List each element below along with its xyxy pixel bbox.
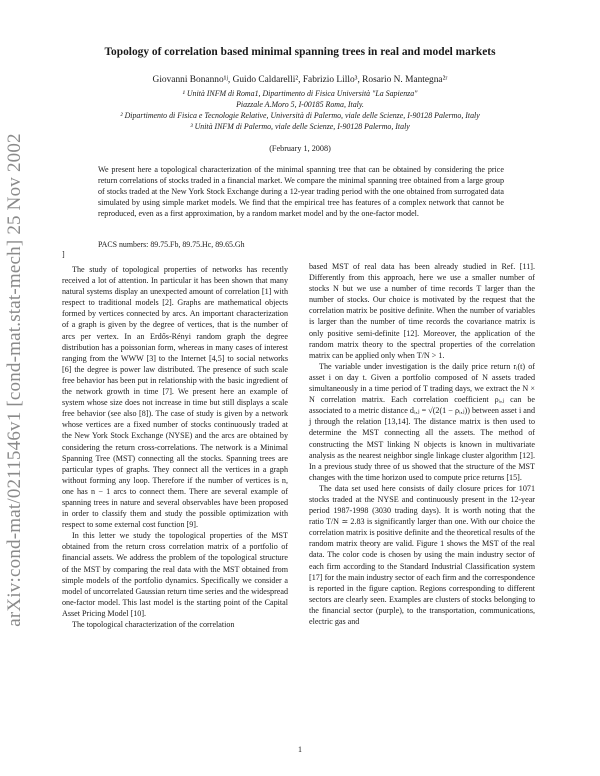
affiliation-1-address: Piazzale A.Moro 5, I-00185 Roma, Italy. <box>236 100 364 109</box>
affiliation-1: ¹ Unità INFM di Roma1, Dipartimento di Fisica Università "La Sapienza" <box>182 89 418 98</box>
paragraph: The data set used here consists of daily closure prices for 1071 stocks traded at the NYSE and continuously present in the 12-year period 1987-1998 (3030 trading days). It is worth noting that the ratio T/N ≃ 2.83 is significantly larger than one. With our choice the correlation matrix is positive definite and the theoretical results of the random matrix theory are valid. Figure 1 shows the MST of the real data. The color code is chosen by using the main industry sector of each firm according to the Standard Industrial Classification system [17] for the main industry sector of each firm and the correspondence is reported in the figure caption. Regions corresponding to different sectors are clearly seen. Examples are clusters of stocks belonging to the financial sector (purple), to the transportation, communications, electric gas and <box>309 483 535 626</box>
author-list: Giovanni Bonanno¹ʲ, Guido Caldarelli², Fabrizio Lillo³, Rosario N. Mantegna²ʳ <box>152 75 448 85</box>
abstract: We present here a topological characterization of the minimal spanning tree that can be obtained by considering the price return correlations of stocks traded in a financial market. We compare the minimal spanning tree obtained from a large group of stocks traded at the New York Stock Exchange during a 12-year trading period with the one obtained from surrogated data simulated by using simple market models. We find that the empirical tree has features of a complex network that cannot be reproduced, even as a first approximation, by a random market model and by the one-factor model. <box>98 165 504 219</box>
bracket-mark: ] <box>62 250 65 259</box>
arxiv-stamp <box>2 100 28 660</box>
paper-title: Topology of correlation based minimal spanning trees in real and model markets <box>104 46 496 58</box>
page-number: 1 <box>298 745 302 754</box>
left-column <box>62 264 288 630</box>
pacs-numbers: PACS numbers: 89.75.Fb, 89.75.Hc, 89.65.Gh <box>98 240 245 249</box>
paragraph: In this letter we study the topological properties of the MST obtained from the return cross correlation matrix of a portfolio of financial assets. We address the problem of the topological structure of the MST by comparing the real data with the MST obtained from simple models of the portfolio dynamics. Specifically we consider a model of uncorrelated Gaussian return time series and the widespread one-factor model. This last model is the starting point of the Capital Asset Pricing Model [10]. <box>62 531 288 618</box>
arxiv-stamp-text: arXiv:cond-mat/0211546v1 [cond-mat.stat-mech] 25 Nov 2002 <box>4 133 25 627</box>
right-column <box>309 261 535 627</box>
paper-date: (February 1, 2008) <box>269 144 331 153</box>
paragraph: based MST of real data has been already studied in Ref. [11]. Differently from this approach, here we use a smaller number of stocks N but we use a number of time records T larger than the number of stocks. Our choice is motivated by the request that the correlation matrix be positive definite. When the number of variables is larger than the number of time records the covariance matrix is only positive semi-definite [12]. Moreover, the application of the random matrix theory to the spectral properties of the correlation matrix can be applied only when T/N > 1. <box>309 262 535 360</box>
affiliation-2: ² Dipartimento di Fisica e Tecnologie Relative, Università di Palermo, viale delle Scienze, I-90128 Palermo, Italy <box>120 111 480 120</box>
paragraph: The variable under investigation is the daily price return rᵢ(t) of asset i on day t. Given a portfolio composed of N assets traded simultaneously in a time period of T trading days, we extract the N × N correlation matrix. Each correlation coefficient ρᵢ,ⱼ can be associated to a metric distance dᵢ,ⱼ = √(2(1 − ρᵢ,ⱼ)) between asset i and j through the relation [13,14]. The distance matrix is then used to determine the MST connecting all the assets. The method of constructing the MST linking N objects is known in multivariate analysis as the nearest neighbor single linkage cluster algorithm [12]. In a previous study three of us showed that the structure of the MST changes with the time horizon used to compute price returns [15]. <box>309 361 535 482</box>
paragraph: The study of topological properties of networks has recently received a lot of attention. In particular it has been shown that many natural systems display an unexpected amount of correlation [1] with respect to traditional models [2]. Graphs are mathematical objects formed by vertices connected by arcs. An important characterization of a graph is given by the degree of vertices, that is the number of arcs per vertex. In an Erdős-Rényi random graph the degree distribution has a poissonian form, whereas in many cases of interest ranging from the WWW [3] to the Internet [4,5] to social networks [6] the degree is power law distributed. The presence of such scale free behavior has been put in relationship with the basic ingredient of the network growth in time [7]. We present here an example of system whose size does not increase in time but still displays a scale free behavior (see also [8]). The case of study is given by a network whose vertices are a fixed number of stocks continuously traded at the New York Stock Exchange (NYSE) and the arcs are obtained by considering the return cross-correlations. The network is a Minimal Spanning Tree (MST) connecting all the stocks. Spanning trees are particular types of graphs. They connect all the vertices in a graph without forming any loop. Therefore if the number of vertices is n, one has n − 1 arcs to connect them. There are several example of spanning trees in nature and several observables have been proposed in order to classify them and study the possible optimization with respect to some external cost function [9]. <box>62 265 288 530</box>
affiliation-3: ³ Unità INFM di Palermo, viale delle Scienze, I-90128 Palermo, Italy <box>190 122 410 131</box>
paragraph: The topological characterization of the correlation <box>72 620 235 629</box>
